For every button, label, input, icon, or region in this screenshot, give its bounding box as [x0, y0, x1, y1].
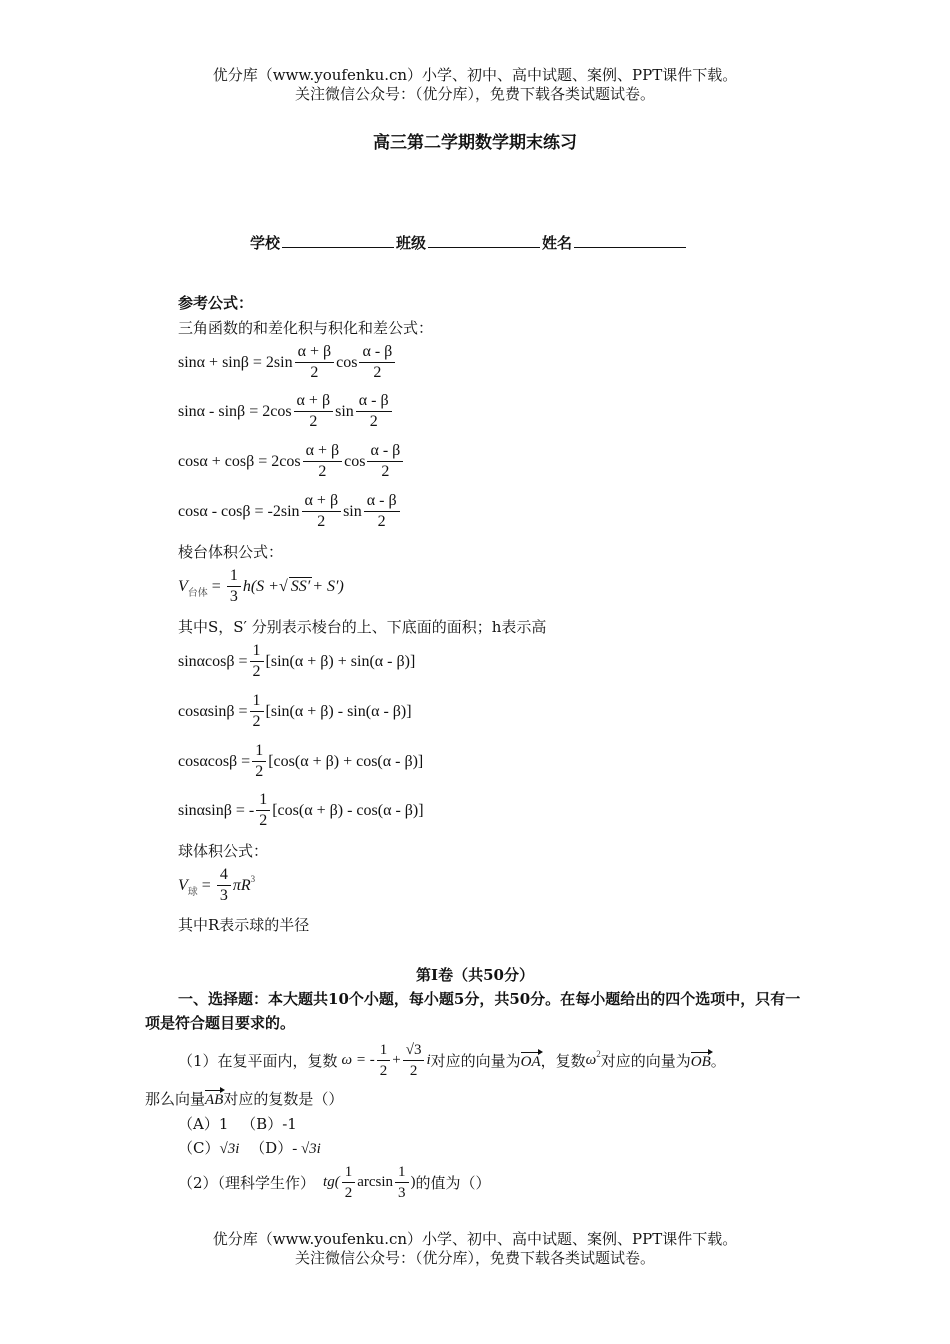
frustum-heading: 棱台体积公式： [178, 543, 284, 561]
fraction: $\frac{1}{2}$ [252, 741, 266, 782]
class-blank[interactable] [428, 233, 540, 248]
option-a[interactable]: （A）1 [178, 1115, 229, 1133]
plus-sign: + [392, 1052, 401, 1068]
q1-text: 。 [710, 1052, 726, 1070]
q1-text: 对应的复数是（） [223, 1090, 344, 1108]
sphere-heading: 球体积公式： [178, 842, 269, 860]
product-to-sum-1 [178, 641, 415, 682]
formula-lhs: cosα + cosβ = 2cos [178, 452, 301, 470]
option-c[interactable]: （C）√3i [178, 1139, 240, 1157]
header-line-2: 关注微信公众号：（优分库），免费下载各类试题试卷。 [294, 85, 655, 103]
frustum-formula [178, 566, 344, 607]
fraction: $\frac{\alpha - \beta}{2}$ [364, 491, 400, 532]
frustum-note: 其中S，S′ 分别表示棱台的上、下底面的面积；h表示高 [178, 618, 547, 636]
volume-symbol: V [178, 577, 188, 595]
equals: = [211, 577, 221, 595]
fraction: $\frac{\alpha - \beta}{2}$ [356, 391, 392, 432]
formula-lhs: sinα + sinβ = 2sin [178, 353, 293, 371]
q1-text: 那么向量 [145, 1090, 206, 1108]
omega-eq: ω = - [341, 1052, 375, 1068]
fraction: $\frac{1}{2}$ [250, 691, 264, 732]
product-to-sum-4 [178, 790, 424, 831]
product-to-sum-2 [178, 691, 412, 732]
vector-ob: OB [691, 1050, 711, 1071]
fraction: $\frac{\alpha - \beta}{2}$ [367, 441, 403, 482]
formula-part: πR [232, 876, 251, 894]
question-2 [178, 1162, 491, 1203]
sum-to-product-1 [178, 342, 397, 383]
formula-part: + S′) [312, 577, 344, 595]
close-paren: ) [410, 1174, 416, 1190]
imaginary-unit: i [426, 1052, 431, 1068]
q2-text: 的值为（） [415, 1174, 491, 1192]
formula-rhs: [cos(α + β) + cos(α - β)] [268, 752, 424, 770]
question-1-cont [145, 1088, 343, 1109]
tg-function: tg( [323, 1174, 340, 1190]
q1-text: 对应的向量为 [430, 1052, 521, 1070]
equals: = [201, 876, 211, 894]
sqrt-sign: √ [278, 577, 288, 595]
product-to-sum-3 [178, 741, 423, 782]
fraction: $\frac{1}{3}$ [395, 1162, 409, 1203]
q2-text: （2）（理科学生作） [178, 1174, 316, 1192]
fraction: $\frac{√3}{2}$ [403, 1040, 425, 1081]
formulas-heading: 参考公式： [178, 294, 254, 312]
vector-oa: OA [521, 1050, 541, 1071]
formula-mid: sin [335, 402, 354, 420]
formula-mid: cos [336, 353, 358, 371]
volume-symbol: V [178, 876, 188, 894]
radicand: SS′ [290, 578, 311, 595]
fraction: $\frac{\alpha + \beta}{2}$ [294, 391, 334, 432]
question-1 [178, 1040, 726, 1081]
part1-lead: 一、选择题：本大题共10个小题，每小题5分，共50分。在每小题给出的四个选项中，只有一项是符合题目要求的。 [145, 990, 801, 1032]
superscript: 3 [250, 873, 256, 884]
formula-lhs: cosαsinβ = [178, 702, 248, 720]
fraction: $\frac{4}{3}$ [217, 865, 231, 906]
sphere-note: 其中R表示球的半径 [178, 916, 310, 934]
section-title: 第I卷（共50分） [416, 966, 534, 984]
fraction: $\frac{1}{2}$ [256, 790, 270, 831]
page-title: 高三第二学期数学期末练习 [373, 133, 577, 153]
fraction: $\frac{1}{3}$ [227, 566, 241, 607]
sum-to-product-4 [178, 491, 402, 532]
q1-options-ab [178, 1113, 297, 1134]
formula-lhs: cosα - cosβ = -2sin [178, 502, 300, 520]
formula-part: h(S + [242, 577, 279, 595]
fraction: $\frac{\alpha + \beta}{2}$ [302, 491, 342, 532]
q1-options-cd [178, 1137, 321, 1158]
name-blank[interactable] [574, 233, 686, 248]
trig-heading: 三角函数的和差化积与积化和差公式： [178, 319, 434, 337]
fraction: $\frac{1}{2}$ [250, 641, 264, 682]
formula-lhs: sinα - sinβ = 2cos [178, 402, 292, 420]
fraction: $\frac{\alpha + \beta}{2}$ [295, 342, 335, 383]
student-info [250, 232, 688, 253]
school-label: 学校 [250, 234, 281, 252]
subscript: 球 [187, 887, 198, 898]
fraction: $\frac{1}{2}$ [377, 1040, 391, 1081]
formula-mid: cos [344, 452, 366, 470]
formula-mid: sin [343, 502, 362, 520]
header-line-1: 优分库（www.youfenku.cn）小学、初中、高中试题、案例、PPT课件下载。 [212, 66, 738, 84]
sphere-formula [178, 865, 255, 906]
school-blank[interactable] [282, 233, 394, 248]
formula-lhs: sinαcosβ = [178, 652, 248, 670]
superscript: 2 [596, 1048, 601, 1059]
vector-ab: AB [205, 1088, 223, 1109]
option-d[interactable]: （D）- √3i [250, 1139, 321, 1157]
omega: ω [585, 1052, 597, 1068]
footer-line-2: 关注微信公众号：（优分库），免费下载各类试题试卷。 [294, 1249, 655, 1267]
name-label: 姓名 [542, 234, 573, 252]
q1-text: ，复数 [540, 1052, 586, 1070]
formula-lhs: sinαsinβ = - [178, 801, 255, 819]
footer-line-1: 优分库（www.youfenku.cn）小学、初中、高中试题、案例、PPT课件下载。 [212, 1230, 738, 1248]
fraction: $\frac{\alpha + \beta}{2}$ [303, 441, 343, 482]
subscript: 台体 [187, 588, 208, 599]
class-label: 班级 [396, 234, 427, 252]
q1-text: 对应的向量为 [600, 1052, 691, 1070]
arcsin: arcsin [357, 1174, 394, 1190]
sum-to-product-3 [178, 441, 405, 482]
formula-rhs: [sin(α + β) + sin(α - β)] [265, 652, 416, 670]
fraction: $\frac{1}{2}$ [342, 1162, 356, 1203]
sum-to-product-2 [178, 391, 394, 432]
formula-rhs: [cos(α + β) - cos(α - β)] [272, 801, 424, 819]
option-b[interactable]: （B）-1 [241, 1115, 297, 1133]
fraction: $\frac{\alpha - \beta}{2}$ [359, 342, 395, 383]
formula-lhs: cosαcosβ = [178, 752, 251, 770]
q1-text: （1）在复平面内，复数 [178, 1052, 338, 1070]
formula-rhs: [sin(α + β) - sin(α - β)] [265, 702, 412, 720]
